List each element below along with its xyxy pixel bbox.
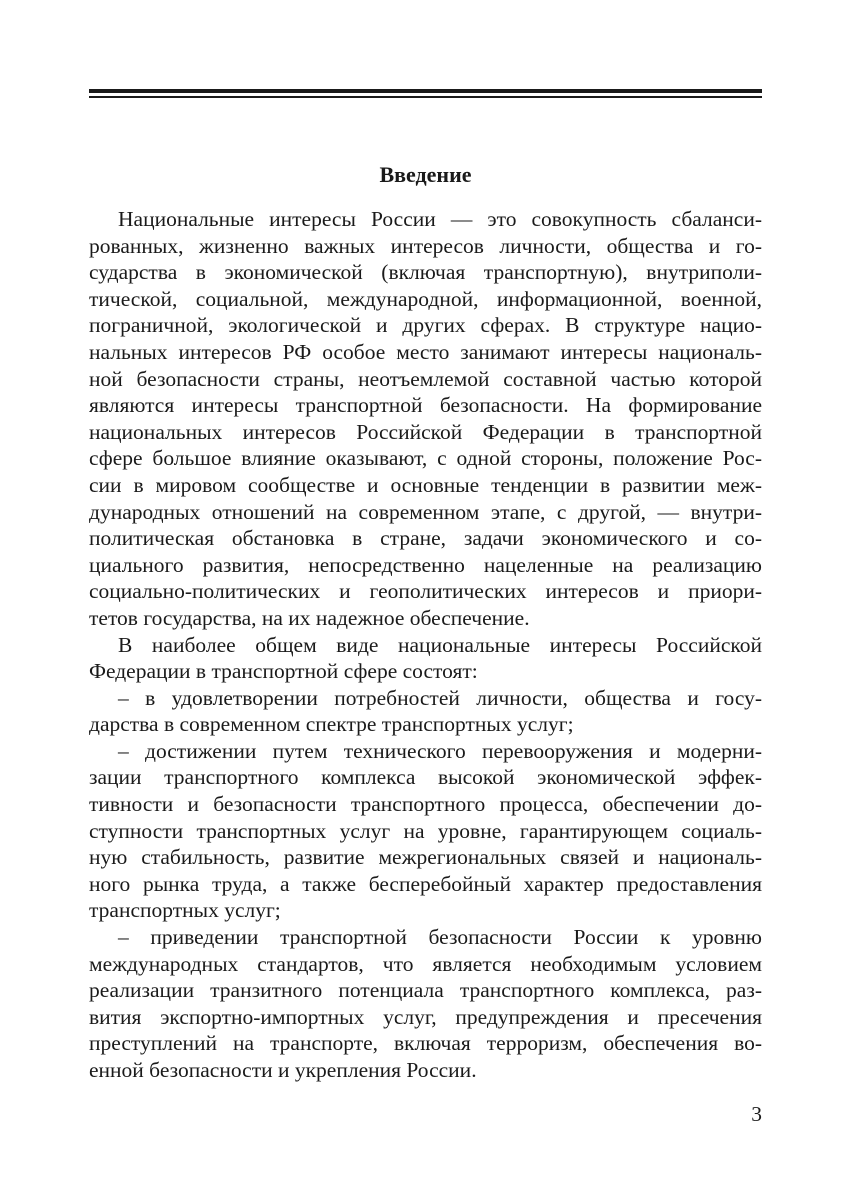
- section-heading: Введение: [379, 162, 472, 187]
- paragraph: [89, 632, 762, 685]
- text-line: – приведении транспортной безопасности России к уровню: [118, 925, 762, 950]
- text-line: сударства в экономической (включая транспортную), внутриполи-: [89, 260, 762, 285]
- text-line: ного рынка труда, а также бесперебойный характер предоставления: [89, 871, 762, 896]
- body-text: [89, 206, 762, 1084]
- text-line: транспортных услуг;: [89, 898, 281, 923]
- text-line: дарства в современном спектре транспортных услуг;: [89, 712, 574, 737]
- list-item: [89, 738, 762, 924]
- text-line: циального развития, непосредственно нацеленные на реализацию: [89, 552, 762, 577]
- text-line: В наиболее общем виде национальные интересы Российской: [118, 632, 762, 657]
- page-number: 3: [751, 1102, 762, 1126]
- text-line: сфере большое влияние оказывают, с одной стороны, положение Рос-: [89, 446, 762, 471]
- text-line: сии в мировом сообществе и основные тенденции в развитии меж-: [89, 472, 762, 497]
- text-line: ной безопасности страны, неотъемлемой составной частью которой: [89, 366, 762, 391]
- text-line: вития экспортно-импортных услуг, предупреждения и пресечения: [89, 1004, 762, 1029]
- text-line: тивности и безопасности транспортного процесса, обеспечении до-: [89, 792, 762, 817]
- header-rule-thin: [89, 96, 762, 98]
- text-line: нальных интересов РФ особое место занимают интересы националь-: [89, 339, 762, 364]
- text-line: рованных, жизненно важных интересов личности, общества и го-: [89, 233, 762, 258]
- text-line: Национальные интересы России — это совокупность сбаланси-: [118, 207, 762, 231]
- text-line: являются интересы транспортной безопасности. На формирование: [89, 393, 762, 418]
- text-line: тической, социальной, международной, информационной, военной,: [89, 286, 762, 311]
- text-line: социально-политических и геополитических интересов и приори-: [89, 579, 762, 604]
- text-line: национальных интересов Российской Федерации в транспортной: [89, 419, 762, 444]
- text-line: политическая обстановка в стране, задачи экономического и со-: [89, 526, 762, 551]
- list-item: [89, 924, 762, 1084]
- text-line: реализации транзитного потенциала транспортного комплекса, раз-: [89, 978, 762, 1003]
- text-line: ную стабильность, развитие межрегиональных связей и националь-: [89, 845, 762, 870]
- text-line: Федерации в транспортной сфере состоят:: [89, 659, 478, 684]
- text-line: енной безопасности и укрепления России.: [89, 1058, 477, 1082]
- text-line: международных стандартов, что является необходимым условием: [89, 951, 762, 976]
- text-line: – в удовлетворении потребностей личности, общества и госу-: [118, 685, 762, 710]
- text-line: дународных отношений на современном этапе, с другой, — внутри-: [89, 499, 762, 524]
- paragraph: [89, 206, 762, 632]
- text-line: преступлений на транспорте, включая терроризм, обеспечения во-: [89, 1031, 762, 1056]
- text-line: зации транспортного комплекса высокой экономической эффек-: [89, 765, 762, 790]
- list-item: [89, 685, 762, 738]
- text-line: пограничной, экологической и других сферах. В структуре нацио-: [89, 313, 762, 338]
- text-line: ступности транспортных услуг на уровне, гарантирующем социаль-: [89, 818, 762, 843]
- text-line: тетов государства, на их надежное обеспечение.: [89, 605, 530, 630]
- header-rule-thick: [89, 89, 762, 93]
- text-line: – достижении путем технического перевооружения и модерни-: [118, 738, 762, 763]
